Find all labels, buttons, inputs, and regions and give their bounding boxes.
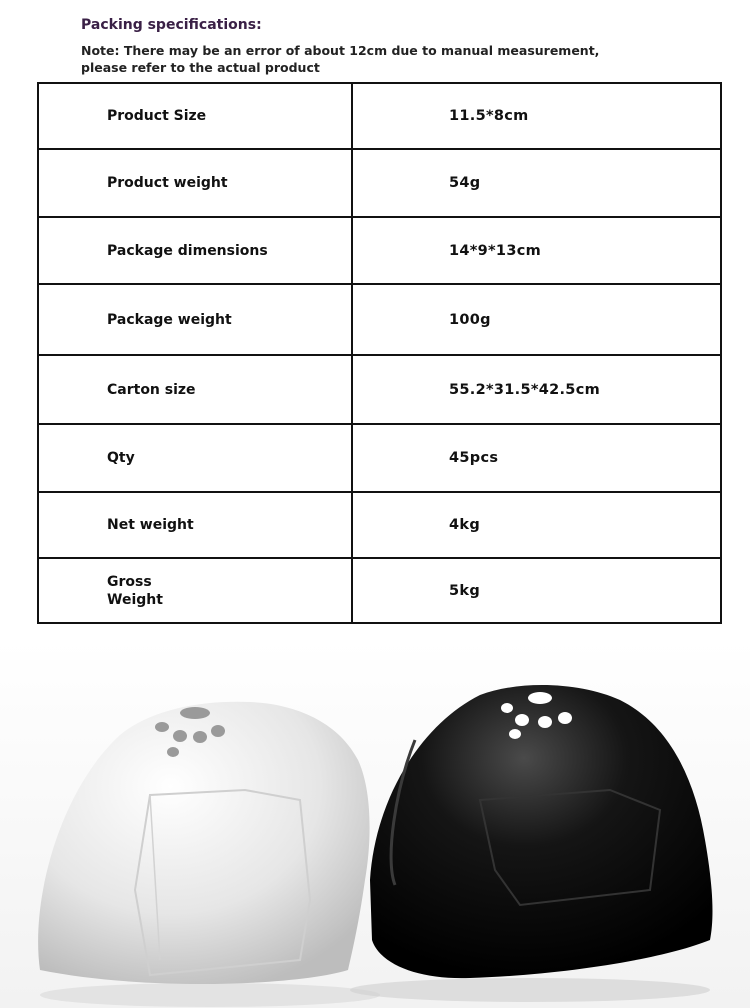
- row-value: 100g: [352, 284, 721, 355]
- row-label: Package weight: [38, 284, 352, 355]
- row-value: 11.5*8cm: [352, 83, 721, 149]
- row-label: Qty: [38, 424, 352, 492]
- row-value: 54g: [352, 149, 721, 217]
- row-label: Product weight: [38, 149, 352, 217]
- row-label: Product Size: [38, 83, 352, 149]
- row-label: Net weight: [38, 492, 352, 558]
- table-row: [38, 83, 721, 149]
- row-value: 45pcs: [352, 424, 721, 492]
- table-row: [38, 284, 721, 355]
- table-row: [38, 149, 721, 217]
- table-row: [38, 558, 721, 623]
- page-title: Packing specifications:: [81, 17, 262, 33]
- row-value: 4kg: [352, 492, 721, 558]
- table-row: [38, 217, 721, 284]
- row-value: 55.2*31.5*42.5cm: [352, 355, 721, 424]
- table-row: [38, 355, 721, 424]
- row-value: 5kg: [352, 558, 721, 623]
- spec-table: [37, 82, 722, 624]
- table-row: [38, 492, 721, 558]
- row-label: Package dimensions: [38, 217, 352, 284]
- measurement-note: Note: There may be an error of about 12cm due to manual measurement, please refer to the actual product: [81, 43, 600, 75]
- row-label: Gross Weight: [38, 558, 352, 623]
- row-label: Carton size: [38, 355, 352, 424]
- product-photo: [0, 640, 750, 1008]
- table-row: [38, 424, 721, 492]
- row-value: 14*9*13cm: [352, 217, 721, 284]
